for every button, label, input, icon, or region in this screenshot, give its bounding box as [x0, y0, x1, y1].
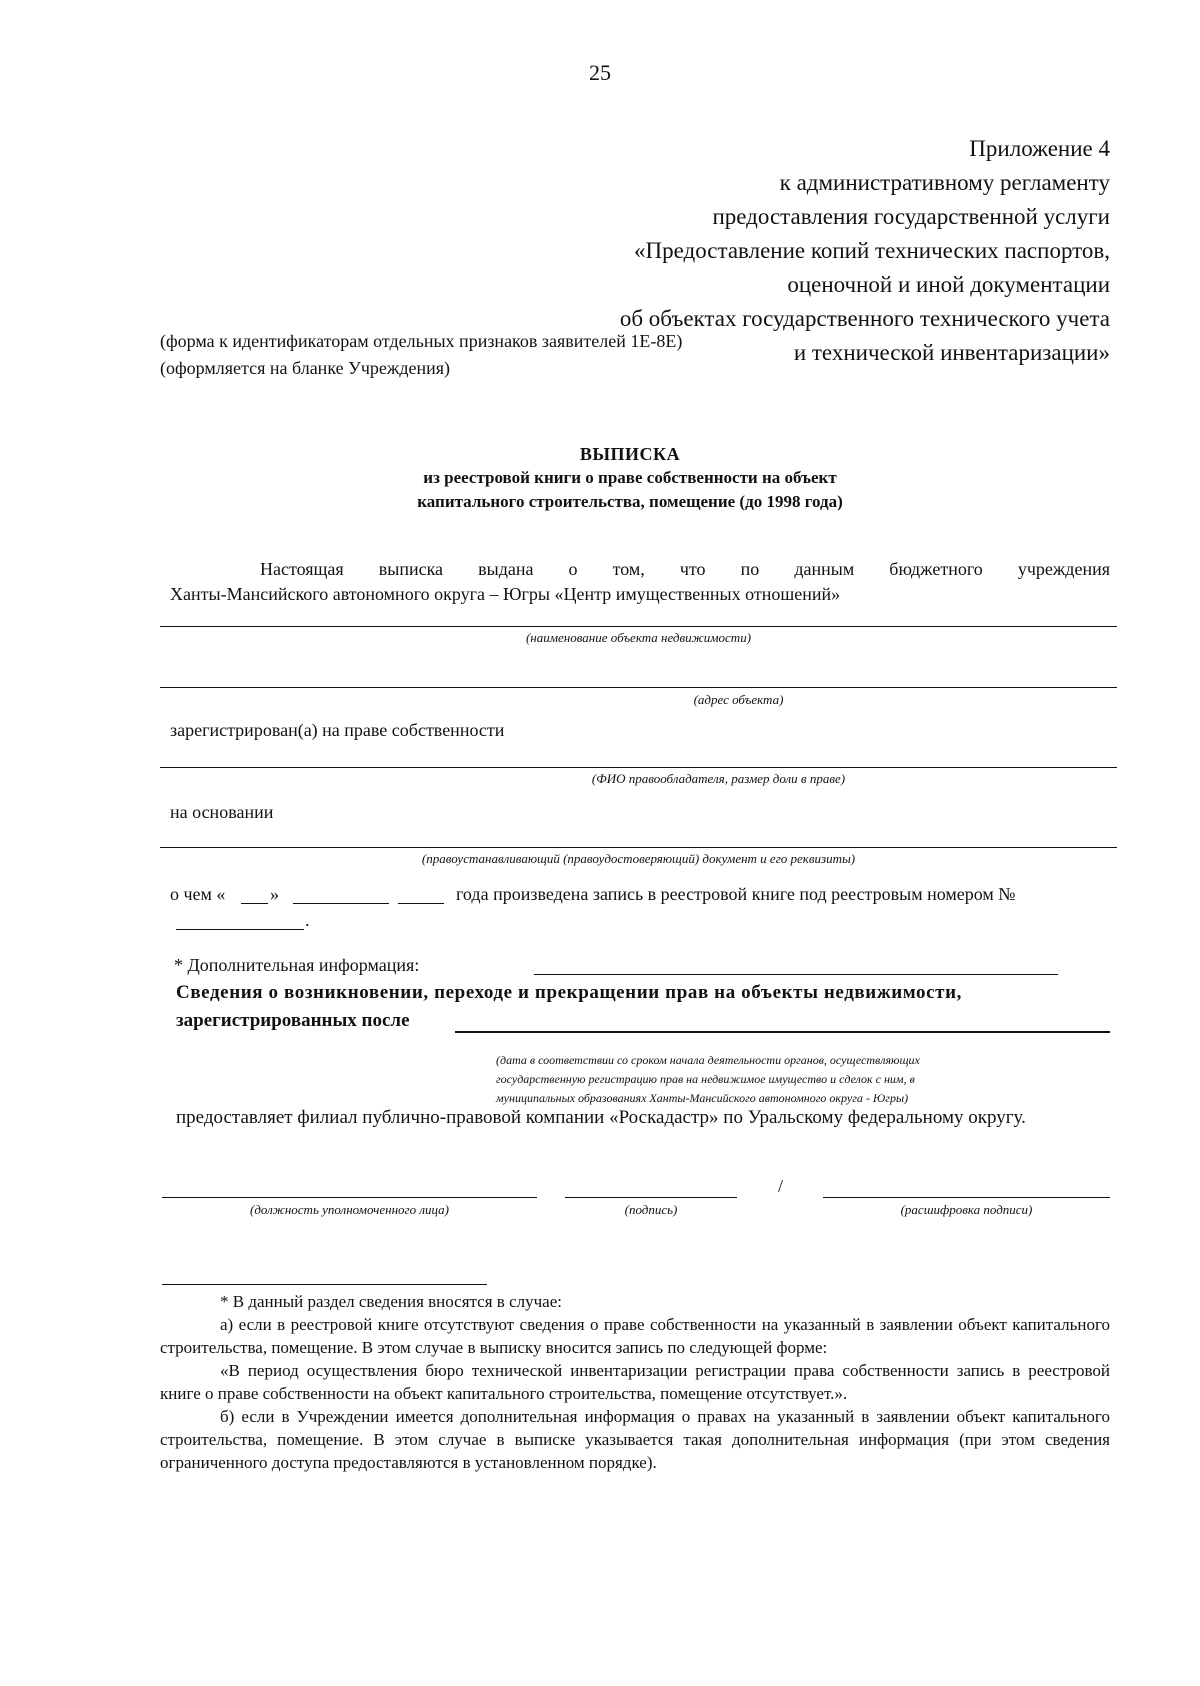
signature-caption: (подпись) [624, 1202, 678, 1217]
intro-paragraph [170, 557, 1110, 607]
signature-slash: / [778, 1176, 784, 1196]
appendix-line: к административному регламенту [779, 170, 1110, 195]
rights-heading-line2: зарегистрированных после [176, 1010, 410, 1031]
form-notes [160, 328, 682, 382]
footnote-paragraph: * В данный раздел сведения вносятся в случае: [220, 1292, 562, 1311]
footnote-paragraph: а) если в реестровой книге отсутствуют сведения о праве собственности на указанный в заявлении объект капитального строительства, помещение. В этом случае в выписку вносится запись по следующей форме: [160, 1315, 1110, 1357]
object-name-caption: (наименование объекта недвижимости) [525, 630, 752, 645]
owner-caption: (ФИО правообладателя, размер доли в праве) [591, 771, 846, 786]
appendix-line: об объектах государственного технического учета [619, 306, 1110, 331]
additional-info-label: * Дополнительная информация: [174, 955, 420, 975]
record-day-field[interactable] [241, 903, 268, 904]
object-name-line[interactable] [160, 626, 1117, 627]
appendix-line: оценочной и иной документации [787, 272, 1110, 297]
date-caption [496, 1051, 920, 1108]
document-caption: (правоустанавливающий (правоудостоверяющий) документ и его реквизиты) [421, 851, 856, 866]
basis-label: на основании [170, 802, 274, 822]
registered-label: зарегистрирован(а) на праве собственности [170, 720, 505, 740]
rights-heading-line1: Сведения о возникновении, переходе и прекращении прав на объекты недвижимости, [176, 982, 962, 1003]
date-caption-line: муниципальных образованиях Ханты-Мансийского автономного округа - Югры) [496, 1091, 909, 1105]
record-number-field[interactable] [176, 929, 304, 930]
date-caption-line: государственную регистрацию прав на недвижимое имущество и сделок с ним, в [496, 1072, 915, 1086]
record-text: года произведена запись в реестровой книге под реестровым номером № [456, 884, 1016, 904]
footnote-separator [162, 1284, 487, 1285]
provider-text: предоставляет филиал публично-правовой компании «Роскадастр» по Уральскому федеральному округу. [176, 1107, 1026, 1128]
record-year-field[interactable] [398, 903, 444, 904]
appendix-line: и технической инвентаризации» [793, 340, 1110, 365]
position-caption: (должность уполномоченного лица) [250, 1202, 449, 1217]
record-quote-close: » [270, 884, 279, 904]
owner-line[interactable] [160, 767, 1117, 768]
date-field[interactable] [455, 1031, 1110, 1033]
appendix-line: предоставления государственной услуги [712, 204, 1110, 229]
record-end: . [305, 910, 310, 930]
decoding-line[interactable] [823, 1197, 1110, 1198]
signature-line[interactable] [565, 1197, 737, 1198]
address-caption: (адрес объекта) [693, 692, 784, 707]
title-line: из реестровой книги о праве собственности на объект [423, 468, 837, 487]
footnote [160, 1290, 1110, 1474]
document-title [0, 442, 1200, 514]
record-month-field[interactable] [293, 903, 389, 904]
form-note: (оформляется на бланке Учреждения) [160, 358, 451, 378]
footnote-paragraph: б) если в Учреждении имеется дополнительная информация о правах на указанный в заявлении объект капитального строительства, помещение. В этом случае в выписке указывается такая дополнительная информация (при этом сведения ограниченного доступа предоставляются в установленном порядке). [160, 1407, 1110, 1472]
intro-line: Настоящая выписка выдана о том, что по данным бюджетного учреждения [260, 559, 1110, 579]
address-line[interactable] [160, 687, 1117, 688]
decoding-caption: (расшифровка подписи) [900, 1202, 1033, 1217]
intro-line: Ханты-Мансийского автономного округа – Югры «Центр имущественных отношений» [170, 584, 841, 604]
page-number: 25 [589, 60, 611, 85]
date-caption-line: (дата в соответствии со сроком начала деятельности органов, осуществляющих [496, 1053, 920, 1067]
record-prefix: о чем « [170, 884, 226, 904]
title-line: капитального строительства, помещение (до 1998 года) [417, 492, 843, 511]
title-main: ВЫПИСКА [579, 444, 681, 464]
appendix-line: Приложение 4 [969, 136, 1110, 161]
footnote-paragraph: «В период осуществления бюро технической инвентаризации регистрации права собственности запись в реестровой книге о праве собственности на объект капитального строительства, помещение отсутствует.». [160, 1361, 1110, 1403]
additional-info-field[interactable] [534, 974, 1058, 975]
document-line[interactable] [160, 847, 1117, 848]
appendix-line: «Предоставление копий технических паспортов, [634, 238, 1110, 263]
form-note: (форма к идентификаторам отдельных признаков заявителей 1Е-8Е) [160, 331, 683, 351]
position-line[interactable] [162, 1197, 537, 1198]
